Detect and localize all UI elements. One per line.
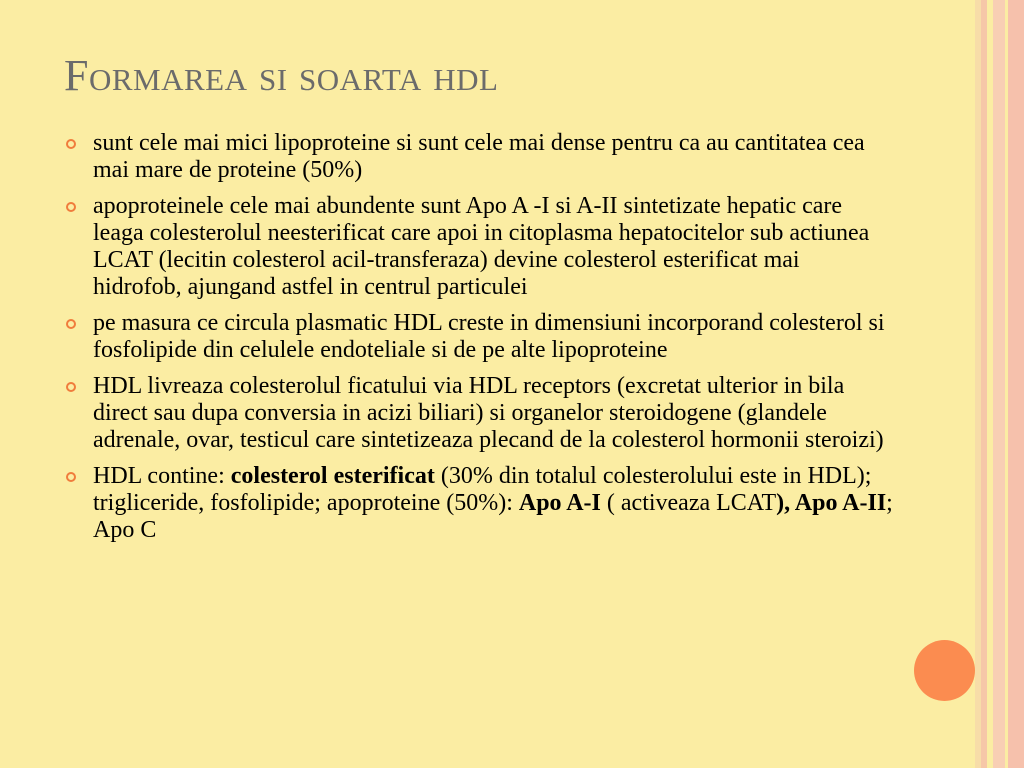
bullet-text: HDL livreaza colesterolul ficatului via HDL receptors (excretat ulterior in bila direct sau dupa conversia in acizi biliari) si organelor steroidogene (glandele adrenale, ovar, testicul care sintetizeaza plecand de la colesterol hormonii steroizi): [93, 373, 884, 453]
bullet-item: [64, 373, 894, 454]
ring-bullet-icon: [66, 319, 76, 329]
bullet-list: [64, 130, 894, 553]
bold-segment: colesterol esterificat: [230, 463, 435, 489]
ring-bullet-icon: [66, 139, 76, 149]
text-segment: (30% din totalul colesterolului este in HDL); trigliceride, fosfolipide; apoproteine (50%):: [93, 463, 872, 516]
bullet-text: pe masura ce circula plasmatic HDL creste in dimensiuni incorporand colesterol si fosfolipide din celulele endoteliale si de pe alte lipoproteine: [93, 310, 885, 363]
bold-segment: Apo A-I: [518, 490, 601, 516]
bullet-item: [64, 193, 894, 301]
decorative-stripe: [1008, 0, 1024, 768]
slide-title: Formarea si soarta hdl: [64, 51, 499, 100]
bullet-item: [64, 310, 894, 364]
bullet-text: [93, 463, 893, 543]
bold-segment: ), Apo A-II: [776, 490, 887, 516]
ring-bullet-icon: [66, 202, 76, 212]
orange-circle-decoration: [914, 640, 975, 701]
bullet-item: [64, 130, 894, 184]
text-segment: HDL contine:: [93, 463, 231, 489]
text-segment: ( activeaza LCAT: [600, 490, 777, 516]
ring-bullet-icon: [66, 472, 76, 482]
bullet-item: [64, 463, 894, 544]
text-segment: ; Apo C: [93, 490, 893, 543]
ring-bullet-icon: [66, 382, 76, 392]
decorative-stripe: [993, 0, 1005, 768]
bullet-text: apoproteinele cele mai abundente sunt Apo A -I si A-II sintetizate hepatic care leaga colesterolul neesterificat care apoi in citoplasma hepatocitelor sub actiunea LCAT (lecitin colesterol acil-transferaza) devine colesterol esterificat mai hidrofob, ajungand astfel in centrul particulei: [93, 193, 870, 300]
bullet-text: sunt cele mai mici lipoproteine si sunt cele mai dense pentru ca au cantitatea cea mai mare de proteine (50%): [93, 130, 865, 183]
